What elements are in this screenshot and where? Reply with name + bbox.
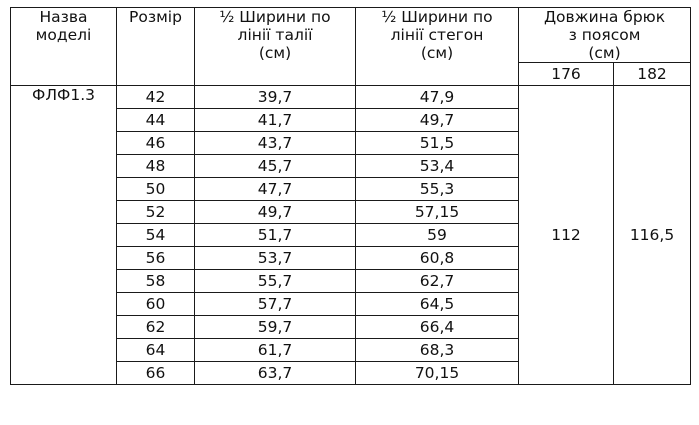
header-waist: ½ Ширини по лінії талії (см) [195,8,356,86]
waist-cell: 41,7 [195,109,356,132]
size-cell: 48 [117,155,195,178]
hips-cell: 64,5 [356,293,519,316]
size-cell: 56 [117,247,195,270]
size-cell: 50 [117,178,195,201]
size-cell: 64 [117,339,195,362]
hips-cell: 51,5 [356,132,519,155]
hips-cell: 47,9 [356,86,519,109]
waist-cell: 57,7 [195,293,356,316]
size-cell: 66 [117,362,195,385]
hips-cell: 57,15 [356,201,519,224]
hips-cell: 59 [356,224,519,247]
length-182-cell: 116,5 [614,86,691,385]
header-hips: ½ Ширини по лінії стегон (см) [356,8,519,86]
size-cell: 46 [117,132,195,155]
waist-cell: 51,7 [195,224,356,247]
header-size: Розмір [117,8,195,86]
waist-cell: 59,7 [195,316,356,339]
waist-cell: 61,7 [195,339,356,362]
waist-cell: 49,7 [195,201,356,224]
header-row [11,8,691,63]
hips-cell: 68,3 [356,339,519,362]
hips-cell: 60,8 [356,247,519,270]
size-cell: 60 [117,293,195,316]
size-cell: 44 [117,109,195,132]
waist-cell: 47,7 [195,178,356,201]
waist-cell: 55,7 [195,270,356,293]
hips-cell: 53,4 [356,155,519,178]
waist-cell: 53,7 [195,247,356,270]
length-176-cell: 112 [519,86,614,385]
size-cell: 54 [117,224,195,247]
hips-cell: 66,4 [356,316,519,339]
model-name-cell: ФЛФ1.3 [11,86,117,385]
waist-cell: 43,7 [195,132,356,155]
table-body [11,86,691,385]
header-height-176: 176 [519,63,614,86]
waist-cell: 45,7 [195,155,356,178]
hips-cell: 62,7 [356,270,519,293]
size-cell: 52 [117,201,195,224]
size-cell: 62 [117,316,195,339]
header-height-182: 182 [614,63,691,86]
header-length: Довжина брюк з поясом (см) [519,8,691,63]
hips-cell: 49,7 [356,109,519,132]
size-cell: 42 [117,86,195,109]
waist-cell: 63,7 [195,362,356,385]
hips-cell: 55,3 [356,178,519,201]
header-model: Назва моделі [11,8,117,86]
hips-cell: 70,15 [356,362,519,385]
size-table [10,7,691,385]
size-cell: 58 [117,270,195,293]
table-row [11,86,691,109]
waist-cell: 39,7 [195,86,356,109]
